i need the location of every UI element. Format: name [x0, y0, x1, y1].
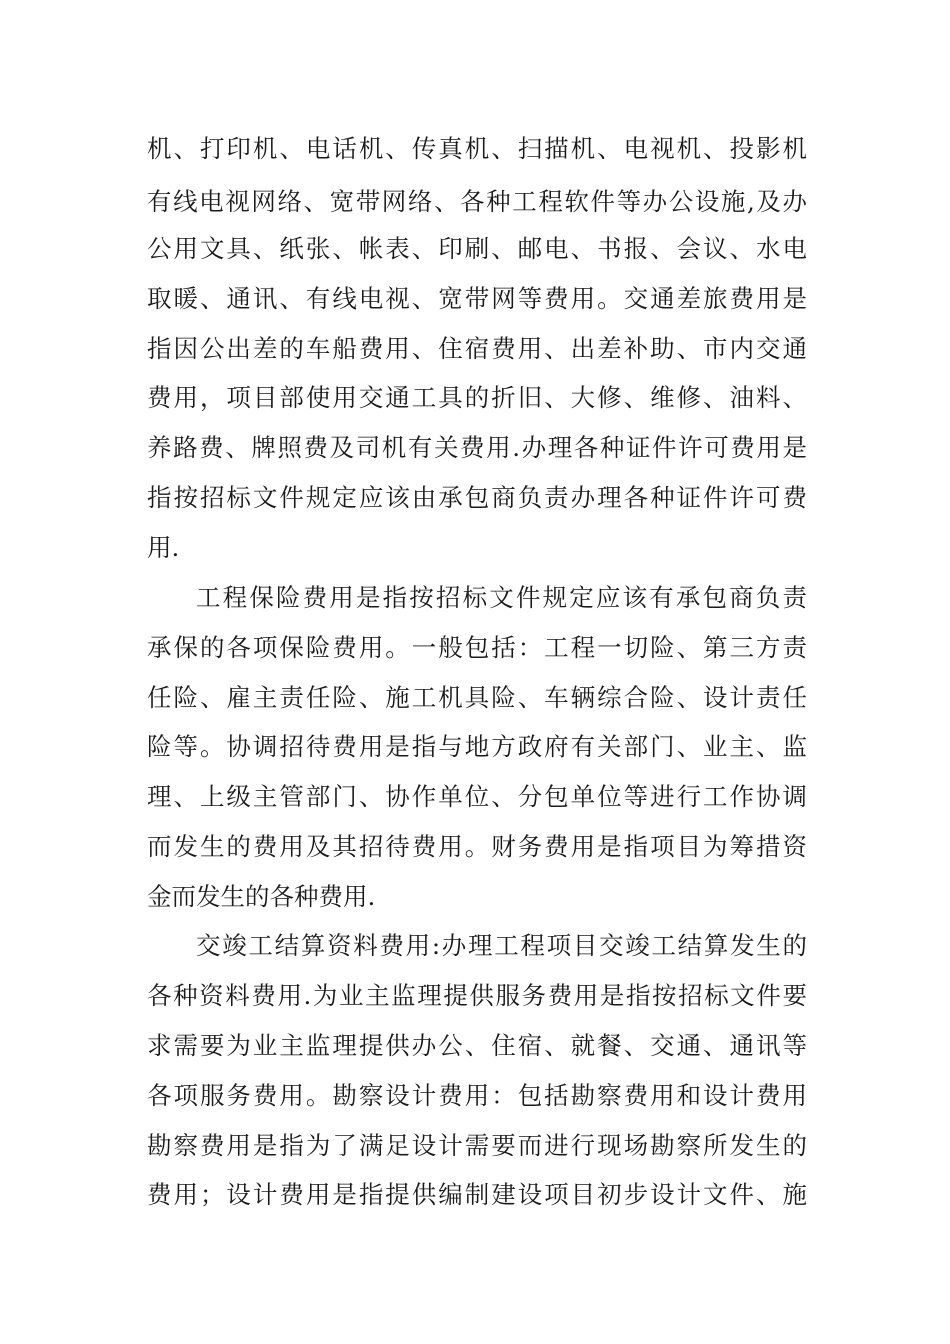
text-line: 任险、雇主责任险、施工机具险、车辆综合险、设计责任 [147, 683, 807, 712]
text-line: 机、打印机、电话机、传真机、扫描机、电视机、投影机 [147, 134, 807, 163]
text-line: 各项服务费用。勘察设计费用：包括勘察费用和设计费用 [147, 1081, 807, 1110]
text-line: 有线电视网络、宽带网络、各种工程软件等办公设施,及办 [147, 187, 807, 216]
text-line: 指因公出差的车船费用、住宿费用、出差补助、市内交通 [147, 334, 807, 363]
text-line: 承保的各项保险费用。一般包括：工程一切险、第三方责 [147, 633, 807, 662]
paragraph-first-line: 交竣工结算资料费用:办理工程项目交竣工结算发生的 [196, 931, 807, 960]
text-line: 勘察费用是指为了满足设计需要而进行现场勘察所发生的 [147, 1131, 807, 1160]
text-line: 公用文具、纸张、帐表、印刷、邮电、书报、会议、水电 [147, 234, 807, 263]
text-line: 金而发生的各种费用. [147, 882, 376, 911]
text-line: 求需要为业主监理提供办公、住宿、就餐、交通、通讯等 [147, 1031, 807, 1060]
text-line: 费用，项目部使用交通工具的折旧、大修、维修、油料、 [147, 383, 807, 412]
text-line: 养路费、牌照费及司机有关费用.办理各种证件许可费用是 [147, 433, 807, 462]
text-line: 而发生的费用及其招待费用。财务费用是指项目为筹措资 [147, 832, 807, 861]
text-line: 险等。协调招待费用是指与地方政府有关部门、业主、监 [147, 732, 807, 761]
paragraph-first-line: 工程保险费用是指按招标文件规定应该有承包商负责 [196, 583, 807, 612]
text-line: 用. [147, 533, 180, 562]
text-line: 指按招标文件规定应该由承包商负责办理各种证件许可费 [147, 483, 807, 512]
text-line: 各种资料费用.为业主监理提供服务费用是指按招标文件要 [147, 981, 807, 1010]
text-line: 取暖、通讯、有线电视、宽带网等费用。交通差旅费用是 [147, 284, 807, 313]
text-line: 理、上级主管部门、协作单位、分包单位等进行工作协调 [147, 782, 807, 811]
text-line: 费用；设计费用是指提供编制建设项目初步设计文件、施 [147, 1180, 807, 1209]
